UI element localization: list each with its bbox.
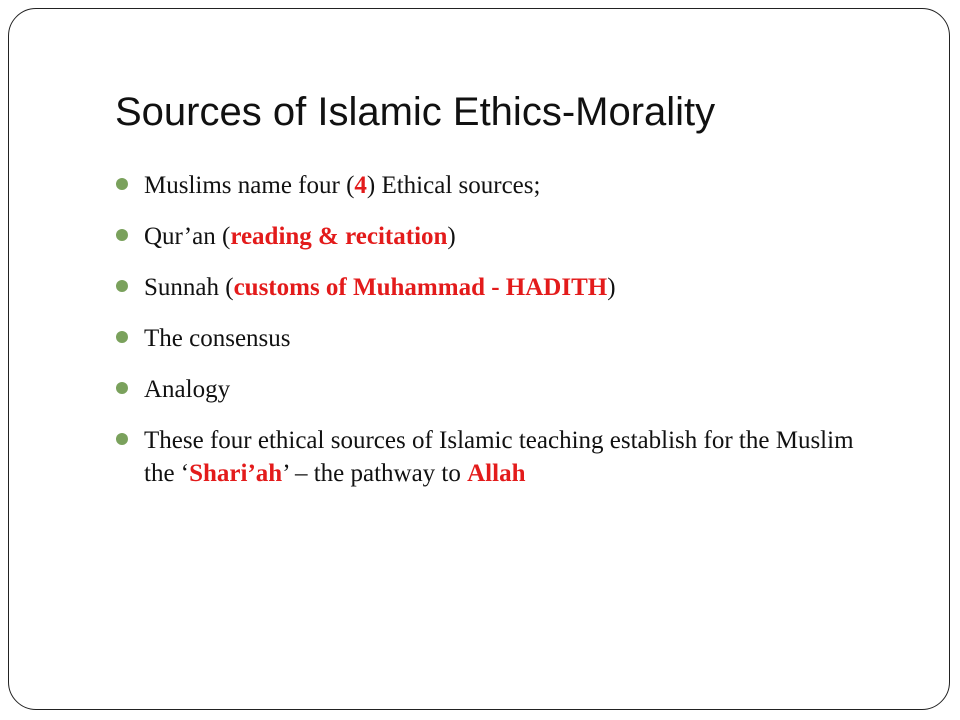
bullet-text: Qur’an ( — [144, 223, 231, 250]
bullet-item — [116, 220, 876, 253]
bullet-dot-icon — [116, 433, 128, 445]
bullet-text: ) Ethical sources; — [366, 172, 541, 199]
bullet-text: These four ethical sources of Islamic teaching establish for the Muslim the ‘ — [144, 427, 854, 487]
bullet-item — [116, 271, 876, 304]
bullet-dot-icon — [116, 280, 128, 292]
bullet-text: ’ – the pathway to — [282, 460, 468, 487]
slide-frame — [8, 8, 950, 710]
bullet-list — [116, 169, 876, 508]
bullet-dot-icon — [116, 178, 128, 190]
bullet-highlight: 4 — [354, 172, 367, 199]
bullet-highlight: customs of Muhammad - HADITH — [233, 274, 608, 301]
bullet-text: Muslims name four ( — [144, 172, 355, 199]
bullet-dot-icon — [116, 229, 128, 241]
bullet-text: ) — [607, 274, 616, 301]
bullet-highlight: reading & recitation — [230, 223, 448, 250]
bullet-text: Sunnah ( — [144, 274, 234, 301]
bullet-item — [116, 169, 876, 202]
bullet-highlight: Shari’ah — [189, 460, 283, 487]
bullet-text: ) — [447, 223, 456, 250]
slide-title: Sources of Islamic Ethics-Morality — [115, 90, 716, 134]
bullet-item — [116, 373, 876, 406]
bullet-text: Analogy — [144, 376, 231, 403]
bullet-item — [116, 322, 876, 355]
bullet-text: The consensus — [144, 325, 291, 352]
bullet-highlight: Allah — [467, 460, 526, 487]
bullet-item — [116, 424, 876, 490]
bullet-dot-icon — [116, 382, 128, 394]
bullet-dot-icon — [116, 331, 128, 343]
